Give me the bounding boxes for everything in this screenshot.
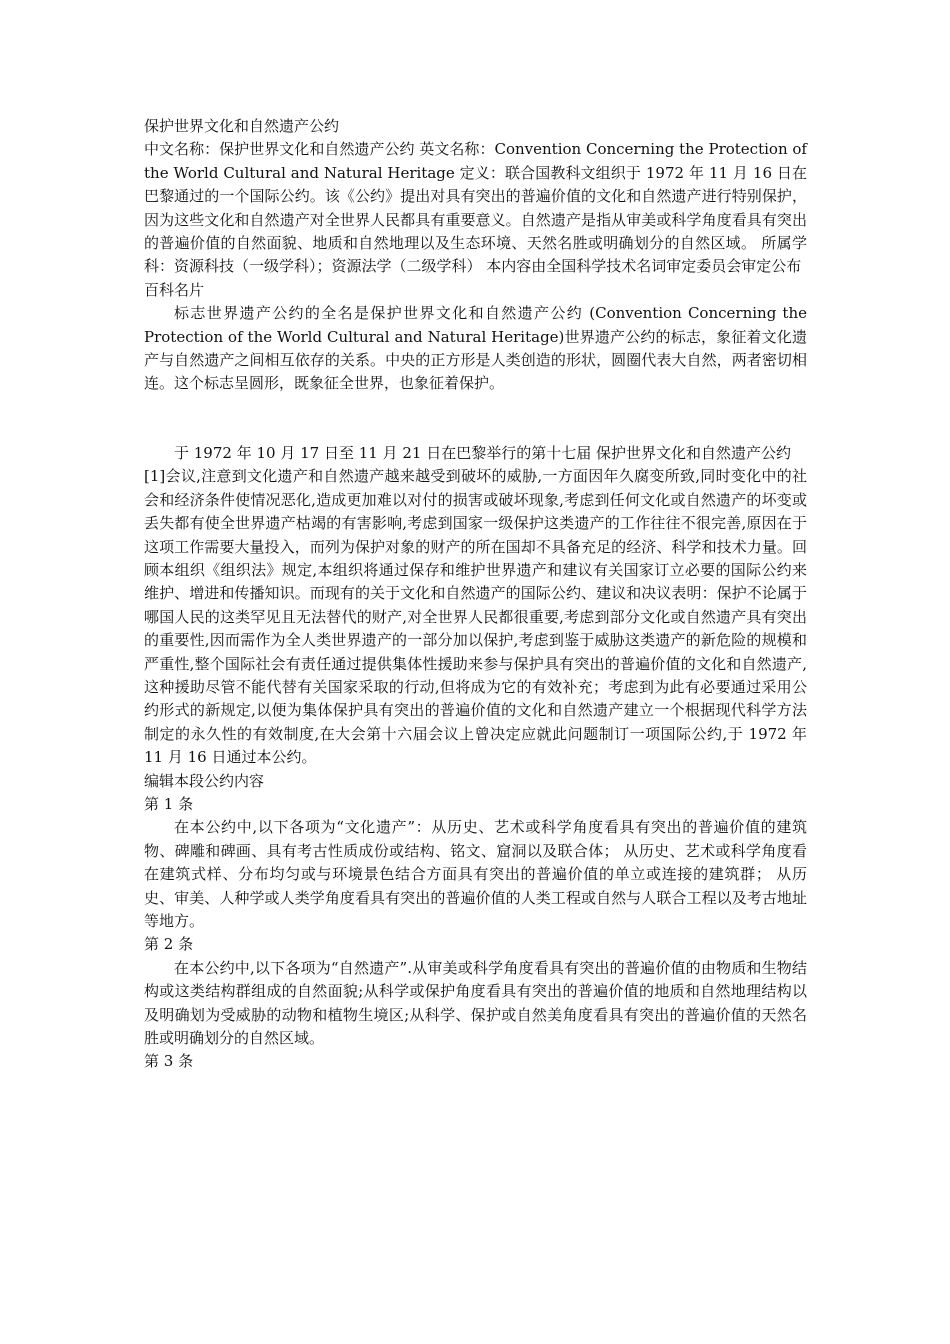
article-1-text: 在本公约中,以下各项为“文化遗产”：从历史、艺术或科学角度看具有突出的普遍价值的建筑物、碑雕和碑画、具有考古性质成份或结构、铭文、窟洞以及联合体； 从历史、艺术或科学角度看在建筑式样、分布均匀或与环境景色结合方面具有突出的普遍价值的单立或连接的建筑群； 从历史、审美、人种学或人类学角度看具有突出的普遍价值的人类工程或自然与人联合工程以及考古地址等地方。 (144, 818, 807, 930)
article-2-heading: 第 2 条 (144, 935, 194, 954)
article-2-text: 在本公约中,以下各项为“自然遗产”.从审美或科学角度看具有突出的普遍价值的由物质和生物结构或这类结构群组成的自然面貌;从科学或保护角度看具有突出的普遍价值的地质和自然地理结构以及明确划为受威胁的动物和植物生境区;从科学、保护或自然美角度看具有突出的普遍价值的天然名胜或明确划分的自然区域。 (144, 958, 807, 1048)
preamble-paragraph: [1]会议,注意到文化遗产和自然遗产越来越受到破坏的威胁,一方面因年久腐变所致,同时变化中的社会和经济条件使情况恶化,造成更加难以对付的损害或破坏现象,考虑到任何文化或自然遗产的坏变或丢失都有使全世界遗产枯竭的有害影响,考虑到国家一级保护这类遗产的工作往往不很完善,原因在于这项工作需要大量投入，而列为保护对象的财产的所在国却不具备充足的经济、科学和技术力量。回顾本组织《组织法》规定,本组织将通过保存和维护世界遗产和建议有关国家订立必要的国际公约来维护、增进和传播知识。而现有的关于文化和自然遗产的国际公约、建议和决议表明：保护不论属于哪国人民的这类罕见且无法替代的财产,对全世界人民都很重要,考虑到部分文化或自然遗产具有突出的重要性,因而需作为全人类世界遗产的一部分加以保护,考虑到鉴于威胁这类遗产的新危险的规模和严重性,整个国际社会有责任通过提供集体性援助来参与保护具有突出的普遍价值的文化和自然遗产,这种援助尽管不能代替有关国家采取的行动,但将成为它的有效补充；考虑到为此有必要通过采用公约形式的新规定,以便为集体保护具有突出的普遍价值的文化和自然遗产建立一个根据现代科学方法制定的永久性的有效制度,在大会第十六届会议上曾决定应就此问题制订一项国际公约,于 1972 年 11 月 16 日通过本公约。 (144, 467, 807, 767)
intro-paragraph: 中文名称：保护世界文化和自然遗产公约 英文名称：Convention Concerning the Protection of the World Cultural and Natural Heritage 定义：联合国教科文组织于 1972 年 11 月 16 日在巴黎通过的一个国际公约。该《公约》提出对具有突出的普遍价值的文化和自然遗产进行特别保护，因为这些文化和自然遗产对全世界人民都具有重要意义。自然遗产是指从审美或科学角度看具有突出的普遍价值的自然面貌、地质和自然地理以及生态环境、天然名胜或明确划分的自然区域。 所属学科：资源科技（一级学科）；资源法学（二级学科） 本内容由全国科学技术名词审定委员会审定公布 (144, 140, 807, 276)
edit-section-label: 编辑本段公约内容 (144, 771, 265, 790)
card-paragraph: 标志世界遗产公约的全名是保护世界文化和自然遗产公约 (Convention Concerning the Protection of the World Cultural and Natural Heritage)世界遗产公约的标志，象征着文化遗产与自然遗产之间相互依存的关系。中央的正方形是人类创造的形状，圆圈代表大自然，两者密切相连。这个标志呈圆形，既象征全世界，也象征着保护。 (144, 304, 807, 393)
card-heading: 百科名片 (144, 280, 205, 299)
document-title: 保护世界文化和自然遗产公约 (144, 117, 340, 135)
section-spacer (144, 396, 807, 442)
article-3-heading: 第 3 条 (144, 1052, 194, 1071)
preamble-line: 于 1972 年 10 月 17 日至 11 月 21 日在巴黎举行的第十七届 保护世界文化和自然遗产公约 (174, 443, 791, 462)
article-1-heading: 第 1 条 (144, 794, 194, 813)
